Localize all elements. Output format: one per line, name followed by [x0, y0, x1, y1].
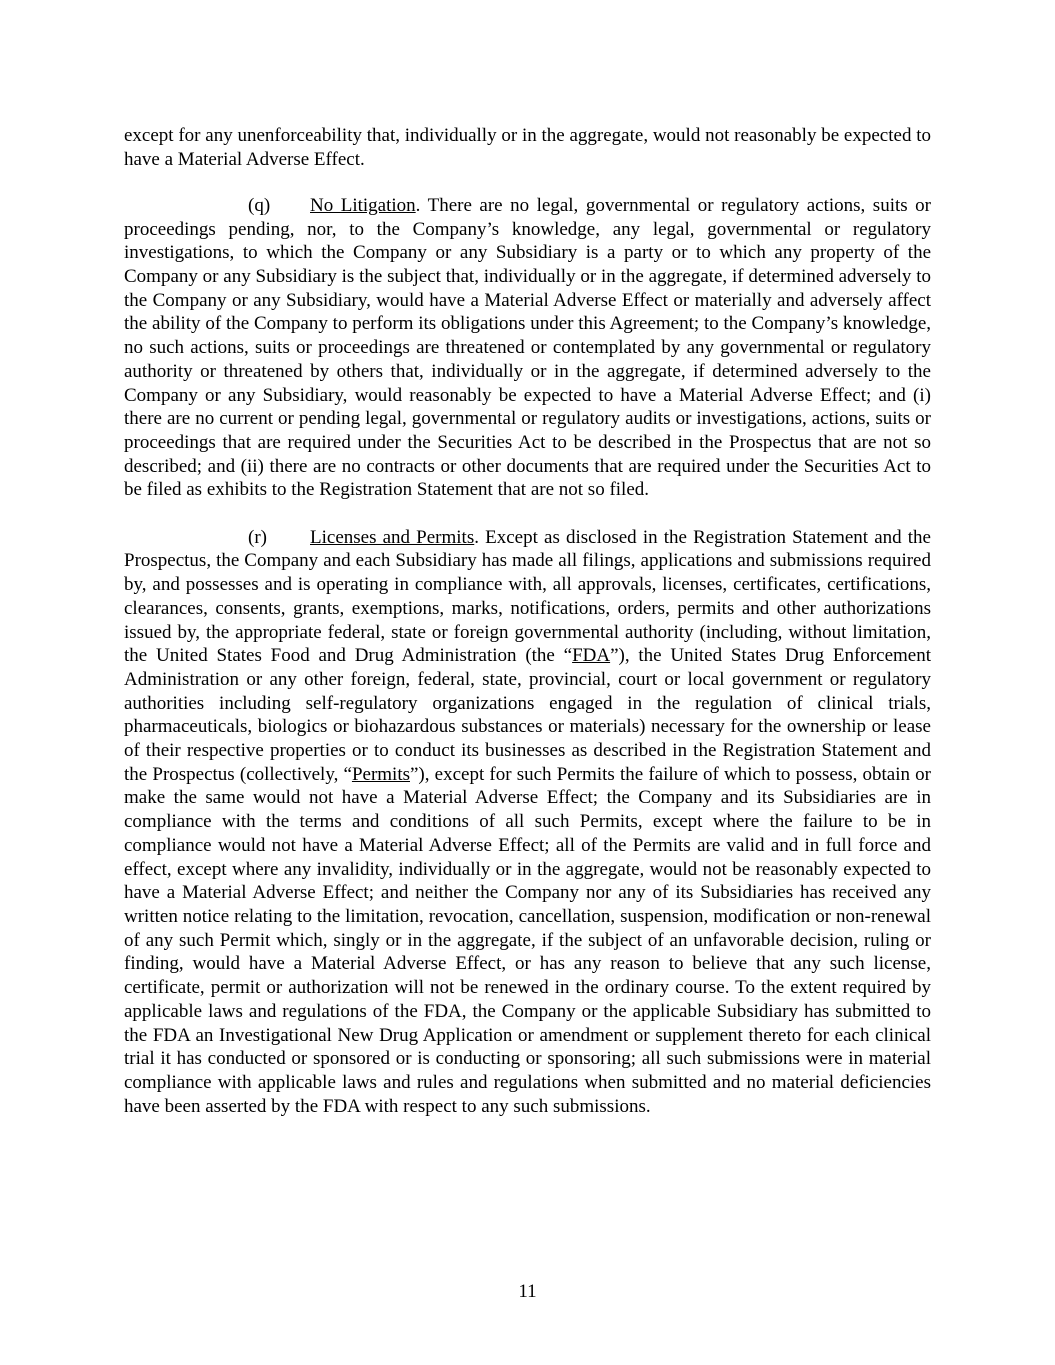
section-q-paragraph — [124, 194, 931, 502]
section-r-paragraph — [124, 526, 931, 1119]
defined-term-permits: Permits — [351, 763, 410, 785]
section-r-label: (r) — [248, 526, 267, 548]
section-r-text-part-1: . Except as disclosed in the Registration Statement and the Prospectus, the Company and each Subsidiary has made all filings, applications and submissions required by, and possesses and is operating in compliance with, all approvals, licenses, certificates, certifications, clearances, consents, grants, exemptions, marks, notifications, orders, permits and other authorizations issued by, the appropriate federal, state or foreign governmental authority (including, without limitation, the United States Food and Drug Administration (the “ — [124, 526, 931, 667]
defined-term-fda: FDA — [572, 645, 611, 667]
section-q-text: . There are no legal, governmental or regulatory actions, suits or proceedings pending, nor, to the Company’s knowledge, any legal, governmental or regulatory investigations, to which the Company or any Subsidiary is a party or to which any property of the Company or any Subsidiary is the subject that, individually or in the aggregate, if determined adversely to the Company or any Subsidiary, would have a Material Adverse Effect or materially and adversely affect the ability of the Company to perform its obligations under this Agreement; to the Company’s knowledge, no such actions, suits or proceedings are threatened or contemplated by any governmental or regulatory authority or threatened by others that, individually or in the aggregate, if determined adversely to the Company or any Subsidiary, would reasonably be expected to have a Material Adverse Effect; and (i) there are no current or pending legal, governmental or regulatory audits or investigations, actions, suits or proceedings that are required under the Securities Act to be described in the Prospectus that are not so described; and (ii) there are no contracts or other documents that are required under the Securities Act to be filed as exhibits to the Registration Statement that are not so filed. — [124, 194, 931, 501]
section-r-text-part-2: ”), the United States Drug Enforcement Administration or any other foreign, federal, state, provincial, court or local government or regulatory authorities including self-regulatory organizations engaged in the regulation of clinical trials, pharmaceuticals, biologics or biohazardous substances or materials) necessary for the ownership or lease of their respective properties or to conduct its businesses as described in the Registration Statement and the Prospectus (collectively, “ — [124, 645, 931, 785]
page-number: 11 — [518, 1281, 537, 1302]
document-page — [124, 124, 931, 1142]
section-q-label: (q) — [248, 194, 271, 216]
continuation-paragraph: except for any unenforceability that, individually or in the aggregate, would not reasonably be expected to have a Material Adverse Effect. — [124, 125, 931, 170]
section-r-text-part-3: ”), except for such Permits the failure of which to possess, obtain or make the same would not have a Material Adverse Effect; the Company and its Subsidiaries are in compliance with the terms and conditions of all such Permits, except where the failure to be in compliance would not have a Material Adverse Effect; all of the Permits are valid and in full force and effect, except where any invalidity, individually or in the aggregate, would not be reasonably expected to have a Material Adverse Effect; and neither the Company nor any of its Subsidiaries has received any written notice relating to the limitation, revocation, cancellation, suspension, modification or non-renewal of any such Permit which, singly or in the aggregate, if the subject of an unfavorable decision, ruling or finding, would have a Material Adverse Effect, or has any reason to believe that any such license, certificate, permit or authorization will not be renewed in the ordinary course. To the extent required by applicable laws and regulations of the FDA, the Company or the applicable Subsidiary has submitted to the FDA an Investigational New Drug Application or amendment or supplement thereto for each clinical trial it has conducted or sponsored or is conducting or sponsoring; all such submissions were in material compliance with applicable laws and rules and regulations when submitted and no material deficiencies have been asserted by the FDA with respect to any such submissions. — [124, 763, 931, 1117]
section-q-heading: No Litigation — [310, 194, 416, 216]
section-r-heading: Licenses and Permits — [310, 526, 475, 548]
